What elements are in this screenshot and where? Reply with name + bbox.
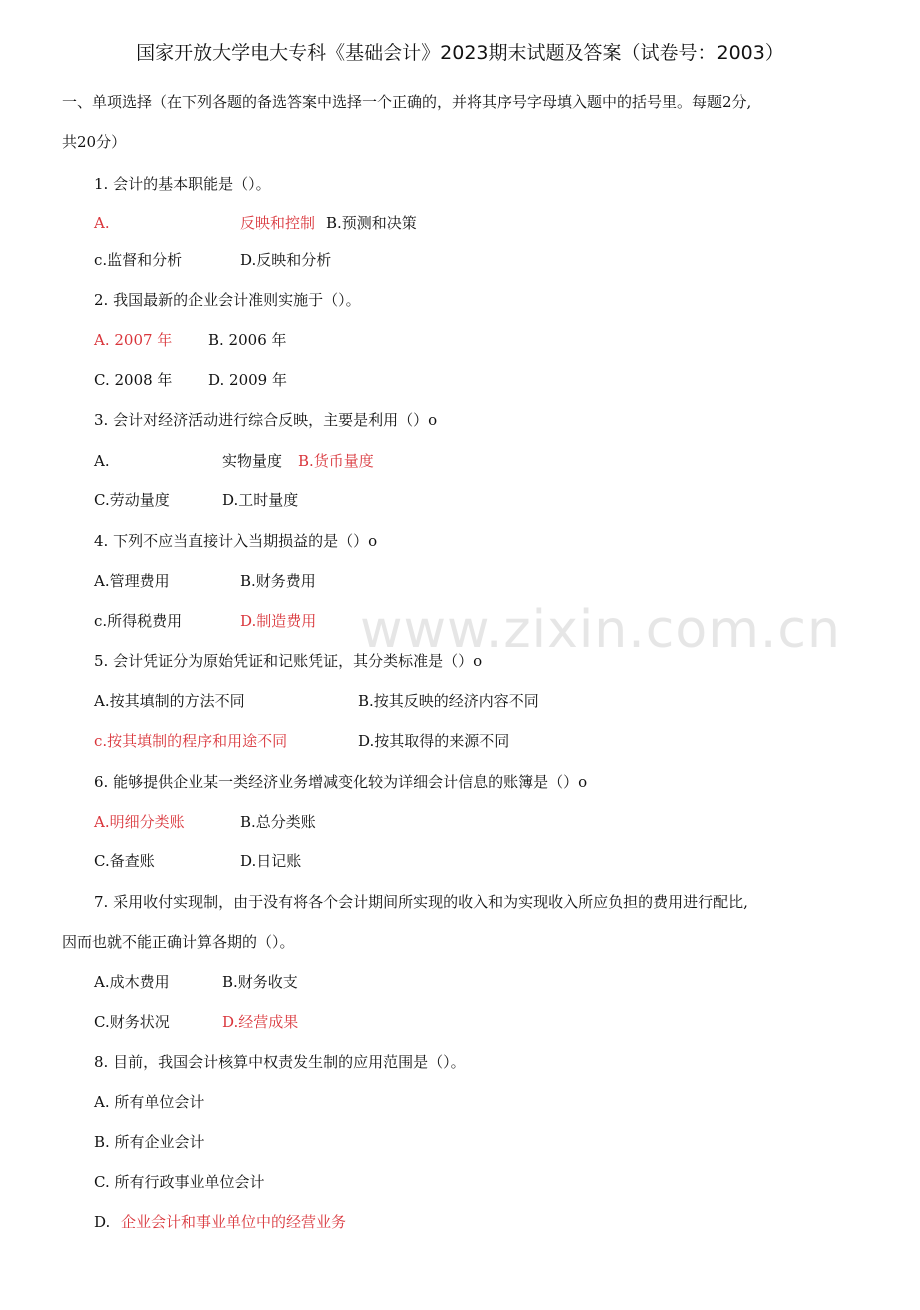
question-6: 6. 能够提供企业某一类经济业务增减变化较为详细会计信息的账簿是（）o [94,773,588,791]
q8-option-d: 企业会计和事业单位中的经营业务 [121,1213,347,1231]
q2-option-c: C. 2008 年 [94,371,173,389]
q5-option-b: B.按其反映的经济内容不同 [358,692,539,710]
q4-option-b: B.财务费用 [240,572,316,590]
q7-option-d: D.经营成果 [222,1013,299,1031]
q3-option-a-label: A. [94,452,110,470]
q5-option-a: A.按其填制的方法不同 [94,692,245,710]
q1-option-a-label: A. [94,214,110,232]
watermark: www.zixin.com.cn [360,600,841,660]
q7-option-c: C.财务状况 [94,1013,170,1031]
section-heading-cont: 共20分） [62,133,127,151]
q5-option-d: D.按其取得的来源不同 [358,732,510,750]
page-title: 国家开放大学电大专科《基础会计》2023期末试题及答案（试卷号：2003） [136,42,784,64]
q8-option-c: C. 所有行政事业单位会计 [94,1173,265,1191]
q1-option-b: B.预测和决策 [326,214,417,232]
q4-option-c: c.所得税费用 [94,612,183,630]
q8-option-a: A. 所有单位会计 [94,1093,205,1111]
question-8: 8. 目前，我国会计核算中权责发生制的应用范围是（）。 [94,1053,466,1071]
q3-option-a: 实物量度 [222,452,283,470]
question-7: 7. 采用收付实现制，由于没有将各个会计期间所实现的收入和为实现收入所应负担的费用进行配比, [94,893,748,911]
section-heading: 一、单项选择（在下列各题的备选答案中选择一个正确的，并将其序号字母填入题中的括号里。每题2分, [62,93,752,111]
q1-option-d: D.反映和分析 [240,251,332,269]
q4-option-a: A.管理费用 [94,572,170,590]
q3-option-b: B.货币量度 [298,452,374,470]
question-4: 4. 下列不应当直接计入当期损益的是（）o [94,532,378,550]
q2-option-d: D. 2009 年 [208,371,287,389]
q2-option-a: A. 2007 年 [94,331,173,349]
q7-option-b: B.财务收支 [222,973,298,991]
question-5: 5. 会计凭证分为原始凭证和记账凭证，其分类标准是（）o [94,652,483,670]
question-2: 2. 我国最新的企业会计准则实施于（）。 [94,291,361,309]
q6-option-b: B.总分类账 [240,813,316,831]
q3-option-c: C.劳动量度 [94,491,170,509]
q2-option-b: B. 2006 年 [208,331,287,349]
question-7-cont: 因而也就不能正确计算各期的（）。 [62,933,295,951]
q3-option-d: D.工时量度 [222,491,299,509]
q1-option-a: 反映和控制 [240,214,316,232]
q4-option-d: D.制造费用 [240,612,317,630]
q8-option-d-label: D. [94,1213,111,1231]
q8-option-b: B. 所有企业会计 [94,1133,205,1151]
question-1: 1. 会计的基本职能是（）。 [94,175,271,193]
q5-option-c: c.按其填制的程序和用途不同 [94,732,288,750]
question-3: 3. 会计对经济活动进行综合反映，主要是利用（）o [94,411,438,429]
q6-option-c: C.备查账 [94,852,155,870]
q7-option-a: A.成木费用 [94,973,170,991]
q1-option-c: c.监督和分析 [94,251,183,269]
q6-option-d: D.日记账 [240,852,302,870]
q6-option-a: A.明细分类账 [94,813,185,831]
